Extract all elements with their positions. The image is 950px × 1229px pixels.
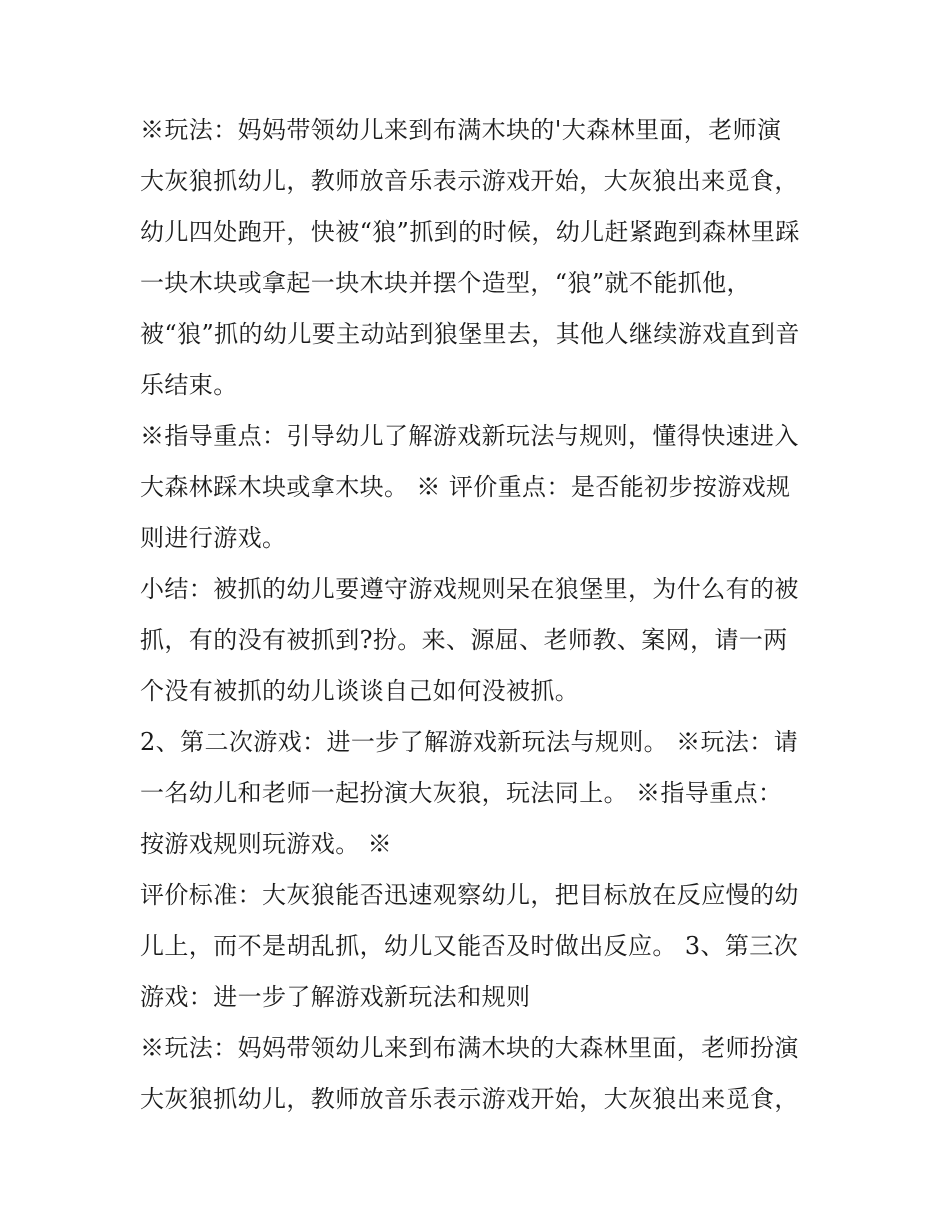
text-line: 则进行游戏。 xyxy=(140,524,287,552)
body-text xyxy=(140,105,830,1125)
text-line: 游戏：进一步了解游戏新玩法和规则 xyxy=(140,983,531,1011)
text-line: 幼儿四处跑开，快被“狼”抓到的时候，幼儿赶紧跑到森林里踩 xyxy=(140,218,800,246)
text-line: 抓，有的没有被抓到?扮。来、源屈、老师教、案网，请一两 xyxy=(140,626,788,654)
text-line: 大灰狼抓幼儿，教师放音乐表示游戏开始，大灰狼出来觅食， xyxy=(140,167,799,195)
text-line: 个没有被抓的幼儿谈谈自己如何没被抓。 xyxy=(140,677,580,705)
text-line: ※玩法：妈妈带领幼儿来到布满木块的'大森林里面，老师演 xyxy=(140,116,782,144)
text-line: 大森林踩木块或拿木块。 ※ 评价重点：是否能初步按游戏规 xyxy=(140,473,791,501)
text-line: 小结：被抓的幼儿要遵守游戏规则呆在狼堡里，为什么有的被 xyxy=(140,575,799,603)
text-line: 一块木块或拿起一块木块并摆个造型，“狼”就不能抓他， xyxy=(140,269,751,297)
text-line: 2、第二次游戏：进一步了解游戏新玩法与规则。 ※玩法：请 xyxy=(140,728,799,756)
text-line: 评价标准：大灰狼能否迅速观察幼儿，把目标放在反应慢的幼 xyxy=(140,881,799,909)
text-line: 按游戏规则玩游戏。 ※ xyxy=(140,830,393,858)
text-line: ※玩法：妈妈带领幼儿来到布满木块的大森林里面，老师扮演 xyxy=(140,1034,799,1062)
text-line: ※指导重点：引导幼儿了解游戏新玩法与规则，懂得快速进入 xyxy=(140,422,799,450)
text-line: 被“狼”抓的幼儿要主动站到狼堡里去，其他人继续游戏直到音 xyxy=(140,320,800,348)
text-line: 儿上，而不是胡乱抓，幼儿又能否及时做出反应。 3、第三次 xyxy=(140,932,799,960)
text-line: 大灰狼抓幼儿，教师放音乐表示游戏开始，大灰狼出来觅食， xyxy=(140,1085,799,1113)
text-line: 一名幼儿和老师一起扮演大灰狼，玩法同上。 ※指导重点： xyxy=(140,779,783,807)
text-line: 乐结束。 xyxy=(140,371,238,399)
